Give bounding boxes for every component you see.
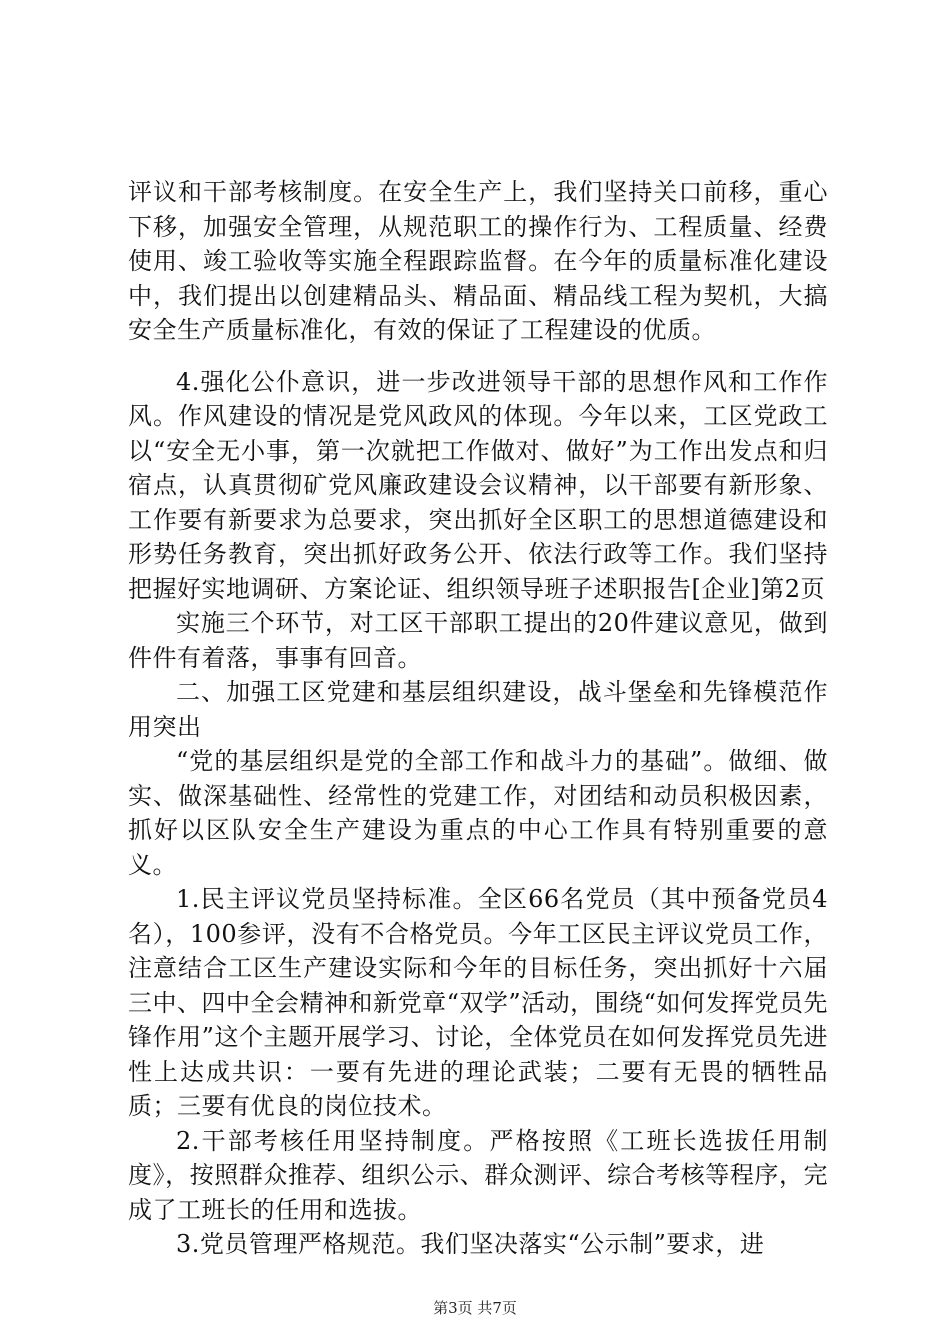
paragraph-party-foundation: “党的基层组织是党的全部工作和战斗力的基础”。做细、做实、做深基础性、经常性的党建工作，对团结和动员积极因素，抓好以区队安全生产建设为重点的中心工作具有特别重要的意义。: [128, 747, 828, 879]
section-heading-2: 二、加强工区党建和基层组织建设，战斗堡垒和先锋模范作用突出: [128, 678, 828, 741]
paragraph-item-2: 2.干部考核任用坚持制度。严格按照《工班长选拔任用制度》，按照群众推荐、组织公示、群众测评、综合考核等程序，完成了工班长的任用和选拔。: [128, 1126, 828, 1224]
paragraph-item-1: 1.民主评议党员坚持标准。全区66名党员（其中预备党员4名），100参评，没有不合格党员。今年工区民主评议党员工作，注意结合工区生产建设实际和今年的目标任务，突出抓好十六届三中、四中全会精神和新党章“双学”活动，围绕“如何发挥党员先锋作用”这个主题开展学习、讨论，全体党员在如何发挥党员先进性上达成共识：一要有先进的理论武装；二要有无畏的牺牲品质；三要有优良的岗位技术。: [128, 885, 828, 1120]
paragraph-implementation: 实施三个环节，对工区干部职工提出的20件建议意见，做到件件有着落，事事有回音。: [128, 609, 828, 672]
page-number: 第3页 共7页: [433, 1299, 517, 1317]
paragraph-item-3: 3.党员管理严格规范。我们坚决落实“公示制”要求，进: [176, 1230, 765, 1258]
document-body: [128, 175, 828, 1262]
page-footer: [0, 1298, 950, 1318]
paragraph-item-4: 4.强化公仆意识，进一步改进领导干部的思想作风和工作作风。作风建设的情况是党风政风的体现。今年以来，工区党政工以“安全无小事，第一次就把工作做对、做好”为工作出发点和归宿点，认真贯彻矿党风廉政建设会议精神，以干部要有新形象、工作要有新要求为总要求，突出抓好全区职工的思想道德建设和形势任务教育，突出抓好政务公开、依法行政等工作。我们坚持把握好实地调研、方案论证、组织领导班子述职报告[企业]第2页: [128, 367, 828, 603]
paragraph-continuation: 评议和干部考核制度。在安全生产上，我们坚持关口前移，重心下移，加强安全管理，从规范职工的操作行为、工程质量、经费使用、竣工验收等实施全程跟踪监督。在今年的质量标准化建设中，我们提出以创建精品头、精品面、精品线工程为契机，大搞安全生产质量标准化，有效的保证了工程建设的优质。: [128, 178, 828, 344]
